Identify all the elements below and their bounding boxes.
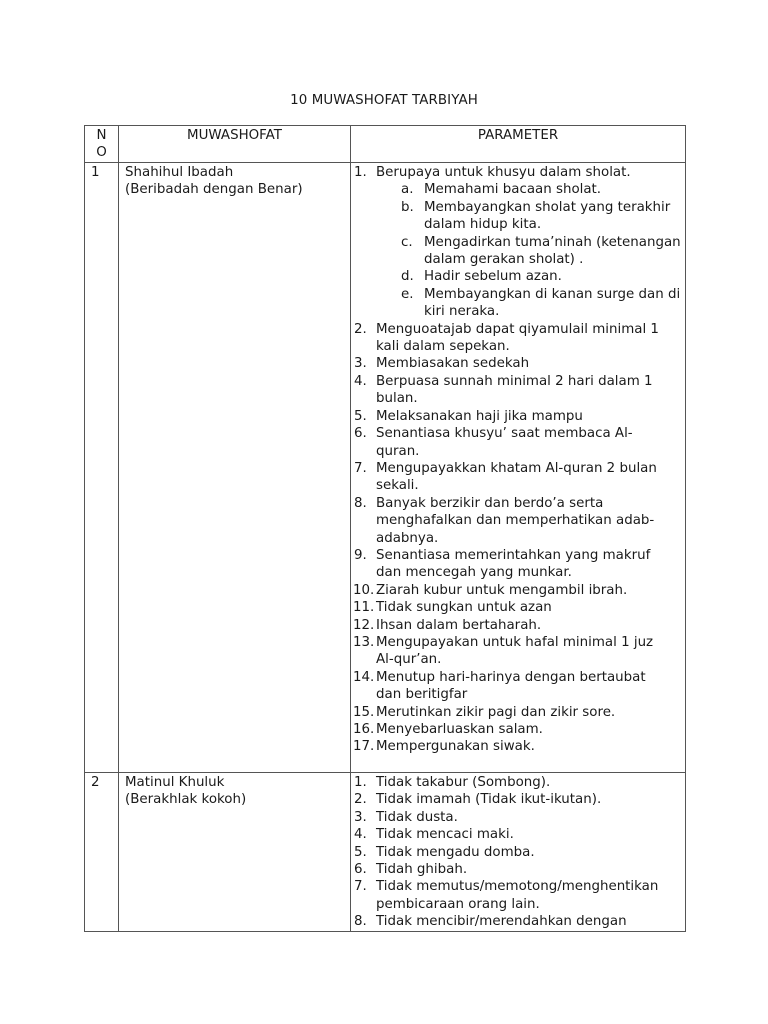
list-item-text: sekali. <box>376 478 419 494</box>
list-item <box>351 669 683 704</box>
sub-list-item-text: kiri neraka. <box>424 304 500 320</box>
list-item-text: Mempergunakan siwak. <box>376 739 535 755</box>
sub-list-item-letter: e. <box>401 286 414 302</box>
list-item-text: Melaksanakan haji jika mampu <box>376 408 583 424</box>
list-item <box>351 582 683 599</box>
list-item-text: menghafalkan dan memperhatikan adab- <box>376 513 655 529</box>
sub-list-item-letter: b. <box>401 199 414 215</box>
list-item <box>351 634 683 669</box>
list-item <box>351 355 683 372</box>
table-row <box>85 773 686 932</box>
list-item-text: pembicaraan orang lain. <box>376 896 540 912</box>
table-row <box>85 163 686 773</box>
list-item <box>351 791 683 808</box>
list-item-text: Al-qur’an. <box>376 652 442 668</box>
list-item-text: Tidak mencaci maki. <box>376 827 514 843</box>
header-no-line1: N <box>96 128 107 143</box>
muwashofat-subtitle: (Beribadah dengan Benar) <box>125 182 303 197</box>
row-number: 2 <box>85 773 119 932</box>
header-no-line2: O <box>96 145 107 160</box>
parameter-list <box>351 164 683 756</box>
header-no <box>85 126 119 163</box>
list-item-number: 2. <box>354 792 367 808</box>
muwashofat-cell <box>119 163 351 773</box>
list-item-text: Tidak dusta. <box>376 809 458 825</box>
list-item-number: 6. <box>354 862 367 878</box>
list-item-number: 5. <box>354 844 367 860</box>
list-item <box>351 373 683 408</box>
parameter-cell <box>351 163 686 773</box>
list-item-number: 9. <box>354 547 367 563</box>
list-item-number: 1. <box>354 165 367 180</box>
list-item-text: Menyebarluaskan salam. <box>376 722 543 737</box>
parameter-cell <box>351 773 686 932</box>
list-item-text: Tidah ghibah. <box>376 862 468 878</box>
sub-list-item-text: Memahami bacaan sholat. <box>424 182 602 198</box>
list-item-text: Banyak berzikir dan berdo’a serta <box>376 495 604 511</box>
muwashofat-subtitle: (Berakhlak kokoh) <box>125 792 247 807</box>
muwashofat-name: Matinul Khuluk <box>125 775 225 790</box>
list-item-number: 14. <box>353 669 375 685</box>
sub-list-item-text: dalam hidup kita. <box>424 217 542 233</box>
list-item <box>351 809 683 826</box>
list-item <box>351 878 683 913</box>
list-item <box>351 861 683 878</box>
list-item-number: 4. <box>354 827 367 843</box>
list-item-number: 3. <box>354 356 367 372</box>
sub-list-item <box>376 181 683 198</box>
sub-list-item <box>376 234 683 269</box>
list-item-number: 11. <box>353 600 375 616</box>
list-item-text: Menutup hari-harinya dengan bertaubat <box>376 669 646 685</box>
list-item-number: 13. <box>353 634 375 650</box>
list-item-text: Berpuasa sunnah minimal 2 hari dalam 1 <box>376 373 653 389</box>
list-item-text: Ihsan dalam bertaharah. <box>376 617 542 633</box>
list-item-text: Menguoatajab dapat qiyamulail minimal 1 <box>376 321 659 337</box>
sub-list-item-text: Membayangkan sholat yang terakhir <box>424 199 671 215</box>
sub-list-item <box>376 286 683 321</box>
list-item-text: Tidak sungkan untuk azan <box>376 600 552 616</box>
list-item-number: 15. <box>353 704 375 720</box>
list-item-number: 16. <box>353 722 375 737</box>
muwashofat-cell <box>119 773 351 932</box>
list-item-number: 8. <box>354 495 367 511</box>
list-item-text: Mengupayakkan khatam Al-quran 2 bulan <box>376 460 657 476</box>
header-parameter: PARAMETER <box>351 126 686 163</box>
list-item <box>351 913 683 930</box>
list-item-text: Tidak memutus/memotong/menghentikan <box>376 879 659 895</box>
sub-list-item-text: dalam gerakan sholat) . <box>424 252 584 268</box>
list-item-text: dan mencegah yang munkar. <box>376 565 572 581</box>
list-item <box>351 738 683 755</box>
muwashofat-table <box>84 125 686 932</box>
list-item <box>351 599 683 616</box>
list-item-number: 1. <box>354 775 367 790</box>
list-item-text: bulan. <box>376 391 418 407</box>
header-muwashofat: MUWASHOFAT <box>119 126 351 163</box>
list-item-text: kali dalam sepekan. <box>376 339 510 355</box>
sub-list-item-letter: c. <box>401 234 413 250</box>
sub-list-item-text: Membayangkan di kanan surge dan di <box>424 286 681 302</box>
sub-list <box>376 181 683 320</box>
sub-list-item-text: Hadir sebelum azan. <box>424 269 562 285</box>
document-title: 10 MUWASHOFAT TARBIYAH <box>290 93 478 108</box>
list-item-text: Merutinkan zikir pagi dan zikir sore. <box>376 704 616 720</box>
sub-list-item-text: Mengadirkan tuma’ninah (ketenangan <box>424 234 681 250</box>
list-item-text: Tidak mengadu domba. <box>376 844 535 860</box>
list-item-number: 4. <box>354 373 367 389</box>
sub-list-item-letter: d. <box>401 269 414 285</box>
list-item-number: 7. <box>354 460 367 476</box>
list-item-number: 3. <box>354 809 367 825</box>
list-item-text: Senantiasa khusyu’ saat membaca Al- <box>376 426 633 442</box>
list-item <box>351 164 683 321</box>
list-item-text: Membiasakan sedekah <box>376 356 530 372</box>
list-item-number: 7. <box>354 879 367 895</box>
list-item <box>351 844 683 861</box>
list-item <box>351 617 683 634</box>
list-item-number: 17. <box>353 739 375 755</box>
list-item <box>351 425 683 460</box>
list-item-text: Tidak mencibir/merendahkan dengan <box>376 914 627 930</box>
list-item-text: adabnya. <box>376 530 439 546</box>
list-item <box>351 495 683 547</box>
list-item-number: 8. <box>354 914 367 930</box>
list-item-number: 2. <box>354 321 367 337</box>
list-item-text: Tidak imamah (Tidak ikut-ikutan). <box>376 792 602 808</box>
table-header-row <box>85 126 686 163</box>
row-number: 1 <box>85 163 119 773</box>
sub-list-item <box>376 268 683 285</box>
list-item-text: Ziarah kubur untuk mengambil ibrah. <box>376 582 628 598</box>
list-item <box>351 774 683 791</box>
list-item-text: Tidak takabur (Sombong). <box>376 775 551 790</box>
parameter-list <box>351 774 683 931</box>
list-item-number: 12. <box>353 617 375 633</box>
list-item <box>351 321 683 356</box>
muwashofat-name: Shahihul Ibadah <box>125 165 234 180</box>
list-item-text: quran. <box>376 443 420 459</box>
list-item-number: 10. <box>353 582 375 598</box>
list-item-text: Berupaya untuk khusyu dalam sholat. <box>376 165 631 180</box>
sub-list-item-letter: a. <box>401 182 414 198</box>
sub-list-item <box>376 199 683 234</box>
list-item <box>351 460 683 495</box>
list-item <box>351 826 683 843</box>
list-item <box>351 704 683 721</box>
list-item-text: Senantiasa memerintahkan yang makruf <box>376 547 651 563</box>
list-item-text: dan beritigfar <box>376 687 468 703</box>
list-item <box>351 721 683 738</box>
list-item-number: 6. <box>354 426 367 442</box>
list-item <box>351 408 683 425</box>
list-item-number: 5. <box>354 408 367 424</box>
list-item-text: Mengupayakan untuk hafal minimal 1 juz <box>376 634 654 650</box>
list-item <box>351 547 683 582</box>
